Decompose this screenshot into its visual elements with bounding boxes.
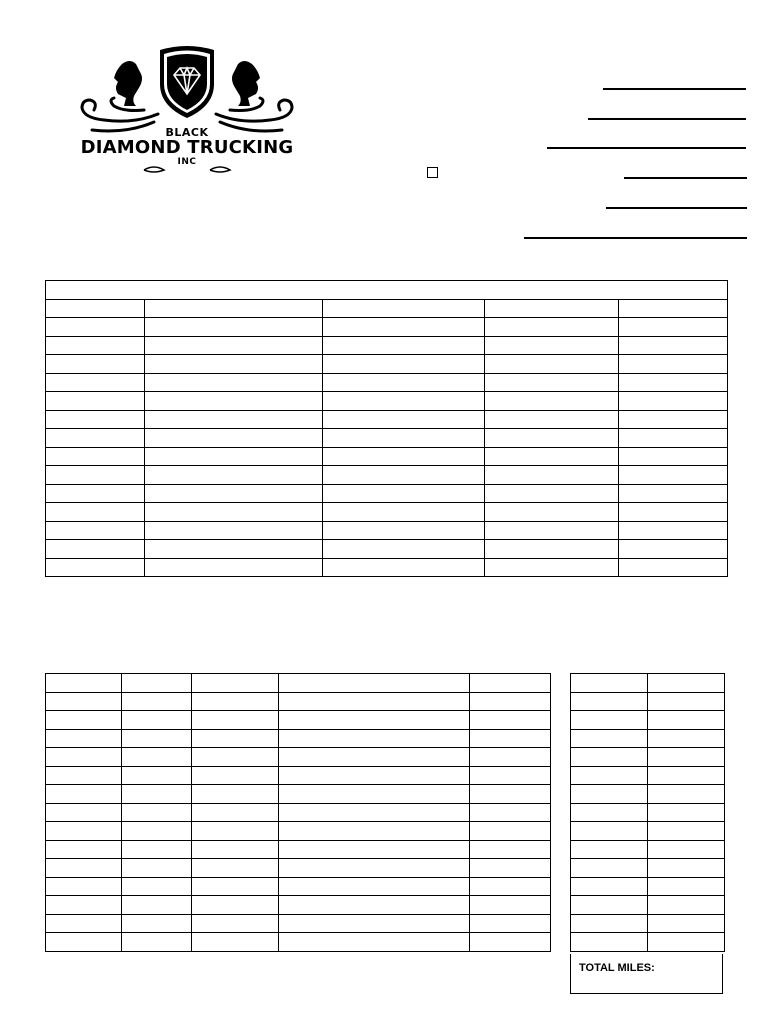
table-cell[interactable]: [323, 373, 485, 392]
table-cell[interactable]: [279, 840, 470, 859]
mileage-table-row: [571, 859, 725, 878]
detail-table-row: [46, 785, 551, 804]
log-table-row: [46, 447, 728, 466]
table-cell[interactable]: [323, 503, 485, 522]
table-cell[interactable]: [648, 748, 725, 767]
table-cell[interactable]: [648, 877, 725, 896]
detail-table-row: [46, 840, 551, 859]
table-cell[interactable]: [485, 355, 619, 374]
table-cell[interactable]: [145, 429, 323, 448]
table-cell[interactable]: [46, 914, 122, 933]
table-cell[interactable]: [145, 466, 323, 485]
detail-table-row: [46, 896, 551, 915]
table-cell[interactable]: [145, 355, 323, 374]
table-cell[interactable]: [145, 503, 323, 522]
table-cell[interactable]: [192, 711, 279, 730]
table-cell[interactable]: [145, 521, 323, 540]
table-cell[interactable]: [192, 896, 279, 915]
table-cell[interactable]: [279, 785, 470, 804]
table-cell[interactable]: [619, 466, 728, 485]
table-cell[interactable]: [279, 748, 470, 767]
table-cell[interactable]: [192, 729, 279, 748]
table-cell[interactable]: [122, 840, 192, 859]
table-cell[interactable]: [323, 429, 485, 448]
table-cell[interactable]: [192, 692, 279, 711]
mileage-table-row: [571, 785, 725, 804]
table-cell[interactable]: [323, 410, 485, 429]
table-cell[interactable]: [279, 877, 470, 896]
table-cell[interactable]: [279, 692, 470, 711]
table-cell[interactable]: [192, 877, 279, 896]
mileage-table-row: [571, 933, 725, 952]
table-cell[interactable]: [648, 914, 725, 933]
table-cell[interactable]: [46, 803, 122, 822]
table-cell[interactable]: [46, 766, 122, 785]
table-cell[interactable]: [145, 336, 323, 355]
table-cell[interactable]: [279, 803, 470, 822]
table-cell[interactable]: [46, 840, 122, 859]
mileage-table-row: [571, 674, 725, 693]
total-miles-label: TOTAL MILES:: [579, 962, 655, 974]
detail-table-row: [46, 766, 551, 785]
mileage-table-row: [571, 748, 725, 767]
detail-table-row: [46, 692, 551, 711]
detail-table-row: [46, 711, 551, 730]
table-cell[interactable]: [485, 373, 619, 392]
table-cell[interactable]: [46, 484, 145, 503]
table-cell[interactable]: [323, 540, 485, 559]
table-cell[interactable]: [279, 766, 470, 785]
table-cell[interactable]: [648, 803, 725, 822]
table-cell[interactable]: [46, 466, 145, 485]
log-table-row: [46, 373, 728, 392]
table-cell[interactable]: [192, 803, 279, 822]
table-cell[interactable]: [46, 933, 122, 952]
logo-text-black: BLACK: [165, 126, 209, 139]
table-cell[interactable]: [571, 896, 648, 915]
table-cell[interactable]: [192, 785, 279, 804]
mileage-table-row: [571, 711, 725, 730]
table-cell[interactable]: [485, 540, 619, 559]
table-cell[interactable]: [323, 521, 485, 540]
table-cell[interactable]: [192, 933, 279, 952]
mileage-table-row: [571, 803, 725, 822]
table-cell[interactable]: [279, 933, 470, 952]
table-cell[interactable]: [46, 674, 122, 693]
log-table-row: [46, 429, 728, 448]
log-table-row: [46, 521, 728, 540]
log-table: [45, 280, 728, 577]
table-cell[interactable]: [485, 521, 619, 540]
table-cell[interactable]: [122, 711, 192, 730]
table-cell[interactable]: [470, 803, 551, 822]
table-cell[interactable]: [470, 711, 551, 730]
table-cell[interactable]: [619, 336, 728, 355]
log-table-row: [46, 318, 728, 337]
table-cell[interactable]: [571, 914, 648, 933]
table-cell[interactable]: [648, 933, 725, 952]
header-field-line-5[interactable]: [606, 207, 747, 209]
table-cell[interactable]: [323, 299, 485, 318]
table-cell[interactable]: [46, 859, 122, 878]
detail-table-row: [46, 748, 551, 767]
table-cell[interactable]: [485, 392, 619, 411]
table-cell[interactable]: [648, 766, 725, 785]
detail-table-row: [46, 822, 551, 841]
table-cell[interactable]: [46, 822, 122, 841]
table-cell[interactable]: [145, 410, 323, 429]
table-cell[interactable]: [571, 766, 648, 785]
table-cell[interactable]: [485, 429, 619, 448]
table-cell[interactable]: [648, 692, 725, 711]
table-cell[interactable]: [122, 766, 192, 785]
logo-text-inc: INC: [177, 157, 197, 167]
log-table-title-cell[interactable]: [46, 281, 728, 300]
table-cell[interactable]: [192, 748, 279, 767]
table-cell[interactable]: [470, 674, 551, 693]
table-cell[interactable]: [470, 822, 551, 841]
mileage-table-row: [571, 692, 725, 711]
table-cell[interactable]: [122, 822, 192, 841]
detail-table-row: [46, 914, 551, 933]
table-cell[interactable]: [145, 558, 323, 577]
table-cell[interactable]: [279, 711, 470, 730]
table-cell[interactable]: [279, 674, 470, 693]
table-cell[interactable]: [46, 410, 145, 429]
table-cell[interactable]: [470, 729, 551, 748]
log-table-row: [46, 299, 728, 318]
table-cell[interactable]: [145, 299, 323, 318]
table-cell[interactable]: [619, 558, 728, 577]
table-cell[interactable]: [192, 766, 279, 785]
table-cell[interactable]: [619, 373, 728, 392]
table-cell[interactable]: [485, 318, 619, 337]
table-cell[interactable]: [145, 392, 323, 411]
table-cell[interactable]: [122, 748, 192, 767]
table-cell[interactable]: [46, 336, 145, 355]
detail-table-row: [46, 729, 551, 748]
log-table-row: [46, 410, 728, 429]
table-cell[interactable]: [46, 692, 122, 711]
table-cell[interactable]: [46, 447, 145, 466]
log-table-row: [46, 484, 728, 503]
table-cell[interactable]: [571, 840, 648, 859]
table-cell[interactable]: [46, 392, 145, 411]
log-table-row: [46, 355, 728, 374]
header-field-line-4[interactable]: [624, 177, 747, 179]
table-cell[interactable]: [485, 447, 619, 466]
table-cell[interactable]: [619, 447, 728, 466]
table-cell[interactable]: [145, 373, 323, 392]
header-field-line-2[interactable]: [588, 118, 746, 120]
table-cell[interactable]: [122, 674, 192, 693]
table-cell[interactable]: [323, 392, 485, 411]
table-cell[interactable]: [648, 822, 725, 841]
header-field-line-3[interactable]: [547, 147, 746, 149]
table-cell[interactable]: [279, 729, 470, 748]
log-table-row: [46, 503, 728, 522]
table-cell[interactable]: [470, 896, 551, 915]
table-cell[interactable]: [46, 711, 122, 730]
table-cell[interactable]: [46, 785, 122, 804]
table-cell[interactable]: [485, 299, 619, 318]
table-cell[interactable]: [619, 299, 728, 318]
table-cell[interactable]: [323, 336, 485, 355]
table-cell[interactable]: [46, 503, 145, 522]
log-table-row: [46, 466, 728, 485]
table-cell[interactable]: [648, 896, 725, 915]
table-cell[interactable]: [145, 447, 323, 466]
table-cell[interactable]: [122, 803, 192, 822]
table-cell[interactable]: [571, 822, 648, 841]
mileage-table-row: [571, 896, 725, 915]
log-table-row: [46, 558, 728, 577]
table-cell[interactable]: [279, 859, 470, 878]
table-cell[interactable]: [122, 914, 192, 933]
table-cell[interactable]: [145, 484, 323, 503]
detail-table: [45, 673, 551, 952]
table-cell[interactable]: [470, 785, 551, 804]
header-field-line-6[interactable]: [524, 237, 747, 239]
table-cell[interactable]: [46, 355, 145, 374]
table-cell[interactable]: [46, 748, 122, 767]
table-cell[interactable]: [46, 318, 145, 337]
table-cell[interactable]: [122, 729, 192, 748]
table-cell[interactable]: [122, 933, 192, 952]
detail-table-row: [46, 877, 551, 896]
table-cell[interactable]: [46, 373, 145, 392]
table-cell[interactable]: [571, 877, 648, 896]
mileage-table-row: [571, 840, 725, 859]
table-cell[interactable]: [46, 429, 145, 448]
table-cell[interactable]: [648, 674, 725, 693]
table-cell[interactable]: [46, 729, 122, 748]
table-cell[interactable]: [323, 466, 485, 485]
table-cell[interactable]: [279, 822, 470, 841]
table-cell[interactable]: [122, 859, 192, 878]
table-cell[interactable]: [192, 674, 279, 693]
table-cell[interactable]: [571, 748, 648, 767]
table-cell[interactable]: [648, 785, 725, 804]
table-cell[interactable]: [571, 859, 648, 878]
table-cell[interactable]: [192, 840, 279, 859]
table-cell[interactable]: [145, 540, 323, 559]
table-cell[interactable]: [470, 877, 551, 896]
table-cell[interactable]: [46, 540, 145, 559]
table-cell[interactable]: [485, 503, 619, 522]
table-cell[interactable]: [485, 558, 619, 577]
table-cell[interactable]: [279, 914, 470, 933]
table-cell[interactable]: [192, 822, 279, 841]
table-cell[interactable]: [571, 692, 648, 711]
table-cell[interactable]: [648, 859, 725, 878]
mileage-table-row: [571, 914, 725, 933]
table-cell[interactable]: [470, 692, 551, 711]
table-cell[interactable]: [571, 803, 648, 822]
logo-text-company: DIAMOND TRUCKING: [80, 137, 294, 158]
detail-table-row: [46, 859, 551, 878]
table-cell[interactable]: [122, 692, 192, 711]
table-cell[interactable]: [571, 674, 648, 693]
table-cell[interactable]: [323, 447, 485, 466]
table-cell[interactable]: [46, 896, 122, 915]
mileage-table-row: [571, 766, 725, 785]
header-field-line-1[interactable]: [603, 88, 746, 90]
log-table-row: [46, 336, 728, 355]
table-cell[interactable]: [485, 484, 619, 503]
table-cell[interactable]: [619, 392, 728, 411]
table-cell[interactable]: [122, 785, 192, 804]
table-cell[interactable]: [46, 877, 122, 896]
table-cell[interactable]: [46, 558, 145, 577]
log-table-title-row: [46, 281, 728, 300]
table-cell[interactable]: [485, 410, 619, 429]
table-cell[interactable]: [470, 748, 551, 767]
table-cell[interactable]: [648, 729, 725, 748]
mileage-table-row: [571, 729, 725, 748]
table-cell[interactable]: [46, 521, 145, 540]
table-cell[interactable]: [571, 729, 648, 748]
company-logo: [74, 44, 300, 178]
table-cell[interactable]: [485, 466, 619, 485]
table-cell[interactable]: [192, 914, 279, 933]
table-cell[interactable]: [571, 711, 648, 730]
table-cell[interactable]: [323, 355, 485, 374]
table-cell[interactable]: [279, 896, 470, 915]
table-cell[interactable]: [470, 914, 551, 933]
log-table-row: [46, 540, 728, 559]
detail-table-row: [46, 674, 551, 693]
table-cell[interactable]: [122, 896, 192, 915]
table-cell[interactable]: [145, 318, 323, 337]
table-cell[interactable]: [46, 299, 145, 318]
table-cell[interactable]: [122, 877, 192, 896]
table-cell[interactable]: [571, 785, 648, 804]
detail-table-row: [46, 803, 551, 822]
table-cell[interactable]: [619, 355, 728, 374]
table-cell[interactable]: [619, 429, 728, 448]
log-table-row: [46, 392, 728, 411]
table-cell[interactable]: [619, 521, 728, 540]
table-cell[interactable]: [323, 484, 485, 503]
table-cell[interactable]: [470, 766, 551, 785]
table-cell[interactable]: [648, 711, 725, 730]
table-cell[interactable]: [323, 558, 485, 577]
table-cell[interactable]: [470, 840, 551, 859]
table-cell[interactable]: [470, 933, 551, 952]
mileage-table-row: [571, 822, 725, 841]
mileage-table-row: [571, 877, 725, 896]
table-cell[interactable]: [619, 318, 728, 337]
table-cell[interactable]: [619, 484, 728, 503]
table-cell[interactable]: [619, 410, 728, 429]
table-cell[interactable]: [192, 859, 279, 878]
table-cell[interactable]: [571, 933, 648, 952]
table-cell[interactable]: [619, 540, 728, 559]
mileage-table: [570, 673, 725, 952]
detail-table-row: [46, 933, 551, 952]
table-cell[interactable]: [323, 318, 485, 337]
table-cell[interactable]: [648, 840, 725, 859]
total-miles-box[interactable]: [570, 954, 723, 994]
table-cell[interactable]: [619, 503, 728, 522]
table-cell[interactable]: [470, 859, 551, 878]
table-cell[interactable]: [485, 336, 619, 355]
header-checkbox[interactable]: [427, 167, 438, 178]
